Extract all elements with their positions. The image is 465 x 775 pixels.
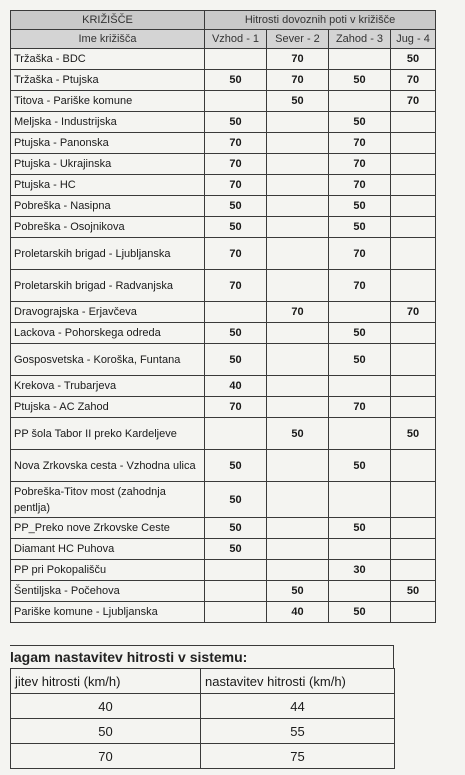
table-row: [11, 70, 436, 91]
current-speed-cell: 40: [11, 694, 201, 719]
speed-cell: 50: [329, 196, 391, 217]
table-row: [11, 539, 436, 560]
speed-cell: [267, 112, 329, 133]
speed-cell: [267, 238, 329, 270]
speed-cell: 70: [267, 70, 329, 91]
intersection-name: Ptujska - HC: [11, 175, 205, 196]
table-row: [11, 482, 436, 518]
speed-cell: [329, 581, 391, 602]
speed-cell: 70: [329, 154, 391, 175]
table-row: [11, 581, 436, 602]
speed-cell: [391, 560, 436, 581]
table-header-row-2: [11, 30, 436, 49]
speed-cell: 50: [329, 323, 391, 344]
speed-cell: 50: [329, 344, 391, 376]
table-row: [11, 217, 436, 238]
speed-cell: 40: [267, 602, 329, 623]
speed-cell: 70: [205, 397, 267, 418]
intersection-name: PP_Preko nove Zrkovske Ceste: [11, 518, 205, 539]
speed-cell: [267, 482, 329, 518]
intersection-name: PP šola Tabor II preko Kardeljeve: [11, 418, 205, 450]
speed-settings-table: [10, 668, 395, 769]
table-row: [11, 133, 436, 154]
speed-cell: 50: [329, 70, 391, 91]
speed-cell: [267, 450, 329, 482]
table-row: [11, 112, 436, 133]
speed-cell: [391, 376, 436, 397]
intersection-name: Ptujska - Panonska: [11, 133, 205, 154]
speed-cell: [205, 302, 267, 323]
table-row: [11, 344, 436, 376]
speed-cell: 50: [267, 418, 329, 450]
intersection-name: Proletarskih brigad - Radvanjska: [11, 270, 205, 302]
speed-cell: 50: [205, 196, 267, 217]
table-header-row-1: [11, 11, 436, 30]
speed-cell: [267, 175, 329, 196]
intersection-name: Meljska - Industrijska: [11, 112, 205, 133]
set-speed-cell: 44: [201, 694, 395, 719]
speed-cell: [391, 270, 436, 302]
speed-cell: [267, 397, 329, 418]
intersection-name: Proletarskih brigad - Ljubljanska: [11, 238, 205, 270]
set-speed-cell: 75: [201, 744, 395, 769]
speed-cell: [391, 539, 436, 560]
speed-cell: [205, 418, 267, 450]
speed-settings-row: [11, 694, 395, 719]
speed-cell: 70: [329, 238, 391, 270]
intersection-name: Gosposvetska - Koroška, Funtana: [11, 344, 205, 376]
table-row: [11, 154, 436, 175]
speed-cell: [329, 302, 391, 323]
speed-cell: 50: [329, 518, 391, 539]
intersection-name: Titova - Pariške komune: [11, 91, 205, 112]
speed-cell: 70: [267, 49, 329, 70]
speed-cell: [205, 560, 267, 581]
speed-cell: 50: [391, 581, 436, 602]
speed-cell: 50: [205, 482, 267, 518]
intersection-name: Dravograjska - Erjavčeva: [11, 302, 205, 323]
table-row: [11, 49, 436, 70]
speed-cell: 50: [329, 217, 391, 238]
speed-cell: [391, 238, 436, 270]
table-row: [11, 175, 436, 196]
speed-cell: 70: [205, 238, 267, 270]
speed-cell: [205, 49, 267, 70]
speed-cell: 70: [329, 133, 391, 154]
speed-cell: [267, 196, 329, 217]
speed-cell: [267, 217, 329, 238]
header-name-col: Ime križišča: [11, 30, 205, 49]
table-row: [11, 238, 436, 270]
speed-cell: 50: [205, 217, 267, 238]
speed-cell: [391, 133, 436, 154]
speed-cell: 50: [391, 49, 436, 70]
speed-cell: 70: [267, 302, 329, 323]
speed-settings-col2: nastavitev hitrosti (km/h): [201, 669, 395, 694]
header-col-north: Sever - 2: [267, 30, 329, 49]
speed-cell: [267, 133, 329, 154]
set-speed-cell: 55: [201, 719, 395, 744]
settings-frame-top: [10, 645, 394, 646]
speed-cell: [391, 518, 436, 539]
speed-cell: 40: [205, 376, 267, 397]
speed-cell: 70: [391, 70, 436, 91]
speed-cell: [391, 217, 436, 238]
table-row: [11, 450, 436, 482]
speed-settings-title: lagam nastavitev hitrosti v sistemu:: [10, 649, 248, 665]
speed-cell: [391, 450, 436, 482]
speed-cell: [267, 270, 329, 302]
speed-cell: [267, 539, 329, 560]
settings-frame-side: [393, 645, 394, 668]
speed-cell: 50: [205, 323, 267, 344]
speed-cell: [267, 344, 329, 376]
header-col-east: Vzhod - 1: [205, 30, 267, 49]
table-row: [11, 397, 436, 418]
speed-cell: [391, 196, 436, 217]
intersection-name: Pobreška-Titov most (zahodnja pentlja): [11, 482, 205, 518]
intersection-name: Pariške komune - Ljubljanska: [11, 602, 205, 623]
speed-cell: [329, 91, 391, 112]
speed-cell: [329, 418, 391, 450]
intersection-name: Diamant HC Puhova: [11, 539, 205, 560]
speed-cell: 50: [205, 539, 267, 560]
table-row: [11, 323, 436, 344]
speed-cell: [267, 323, 329, 344]
intersection-name: Ptujska - AC Zahod: [11, 397, 205, 418]
table-row: [11, 560, 436, 581]
current-speed-cell: 50: [11, 719, 201, 744]
speed-cell: 50: [267, 91, 329, 112]
intersection-name: Lackova - Pohorskega odreda: [11, 323, 205, 344]
speed-cell: [391, 112, 436, 133]
speed-cell: 70: [205, 154, 267, 175]
table-row: [11, 91, 436, 112]
speed-cell: [267, 376, 329, 397]
speed-cell: 50: [205, 344, 267, 376]
table-row: [11, 196, 436, 217]
table-row: [11, 518, 436, 539]
speed-cell: [267, 154, 329, 175]
speed-cell: [391, 344, 436, 376]
speed-cell: 30: [329, 560, 391, 581]
intersection-name: Pobreška - Osojnikova: [11, 217, 205, 238]
table-row: [11, 418, 436, 450]
current-speed-cell: 70: [11, 744, 201, 769]
header-col-west: Zahod - 3: [329, 30, 391, 49]
speed-cell: [329, 539, 391, 560]
speed-cell: 50: [391, 418, 436, 450]
speed-settings-row: [11, 744, 395, 769]
speed-cell: 70: [205, 175, 267, 196]
speed-cell: [205, 91, 267, 112]
table-row: [11, 602, 436, 623]
table-row: [11, 376, 436, 397]
intersection-name: Pobreška - Nasipna: [11, 196, 205, 217]
speed-cell: 50: [267, 581, 329, 602]
speed-cell: 70: [205, 270, 267, 302]
speed-cell: [391, 175, 436, 196]
speed-cell: [329, 49, 391, 70]
speed-cell: 50: [329, 450, 391, 482]
intersection-name: Tržaška - Ptujska: [11, 70, 205, 91]
speed-cell: [205, 602, 267, 623]
speed-cell: [391, 154, 436, 175]
speed-cell: [267, 518, 329, 539]
intersection-name: Ptujska - Ukrajinska: [11, 154, 205, 175]
intersection-name: PP pri Pokopališču: [11, 560, 205, 581]
header-speeds-group: Hitrosti dovoznih poti v križišče: [205, 11, 436, 30]
table-row: [11, 302, 436, 323]
intersection-name: Krekova - Trubarjeva: [11, 376, 205, 397]
intersection-name: Tržaška - BDC: [11, 49, 205, 70]
intersection-name: Nova Zrkovska cesta - Vzhodna ulica: [11, 450, 205, 482]
header-intersection: KRIŽIŠČE: [11, 11, 205, 30]
speed-cell: 50: [329, 112, 391, 133]
speed-cell: 70: [329, 175, 391, 196]
speed-cell: 50: [329, 602, 391, 623]
speed-settings-col1: jitev hitrosti (km/h): [11, 669, 201, 694]
speed-cell: 50: [205, 112, 267, 133]
speed-cell: [267, 560, 329, 581]
speed-cell: 50: [205, 450, 267, 482]
speed-cell: 70: [329, 270, 391, 302]
speed-cell: [329, 376, 391, 397]
header-col-south: Jug - 4: [391, 30, 436, 49]
speed-cell: [329, 482, 391, 518]
speed-cell: [391, 482, 436, 518]
intersection-speed-table: [10, 10, 436, 623]
speed-settings-header-row: [11, 669, 395, 694]
speed-cell: [205, 581, 267, 602]
speed-cell: 70: [205, 133, 267, 154]
intersection-name: Šentiljska - Počehova: [11, 581, 205, 602]
speed-cell: 70: [329, 397, 391, 418]
speed-cell: [391, 602, 436, 623]
speed-cell: [391, 397, 436, 418]
speed-cell: 50: [205, 70, 267, 91]
speed-settings-row: [11, 719, 395, 744]
speed-cell: [391, 323, 436, 344]
table-row: [11, 270, 436, 302]
speed-cell: 70: [391, 302, 436, 323]
speed-cell: 50: [205, 518, 267, 539]
speed-cell: 70: [391, 91, 436, 112]
